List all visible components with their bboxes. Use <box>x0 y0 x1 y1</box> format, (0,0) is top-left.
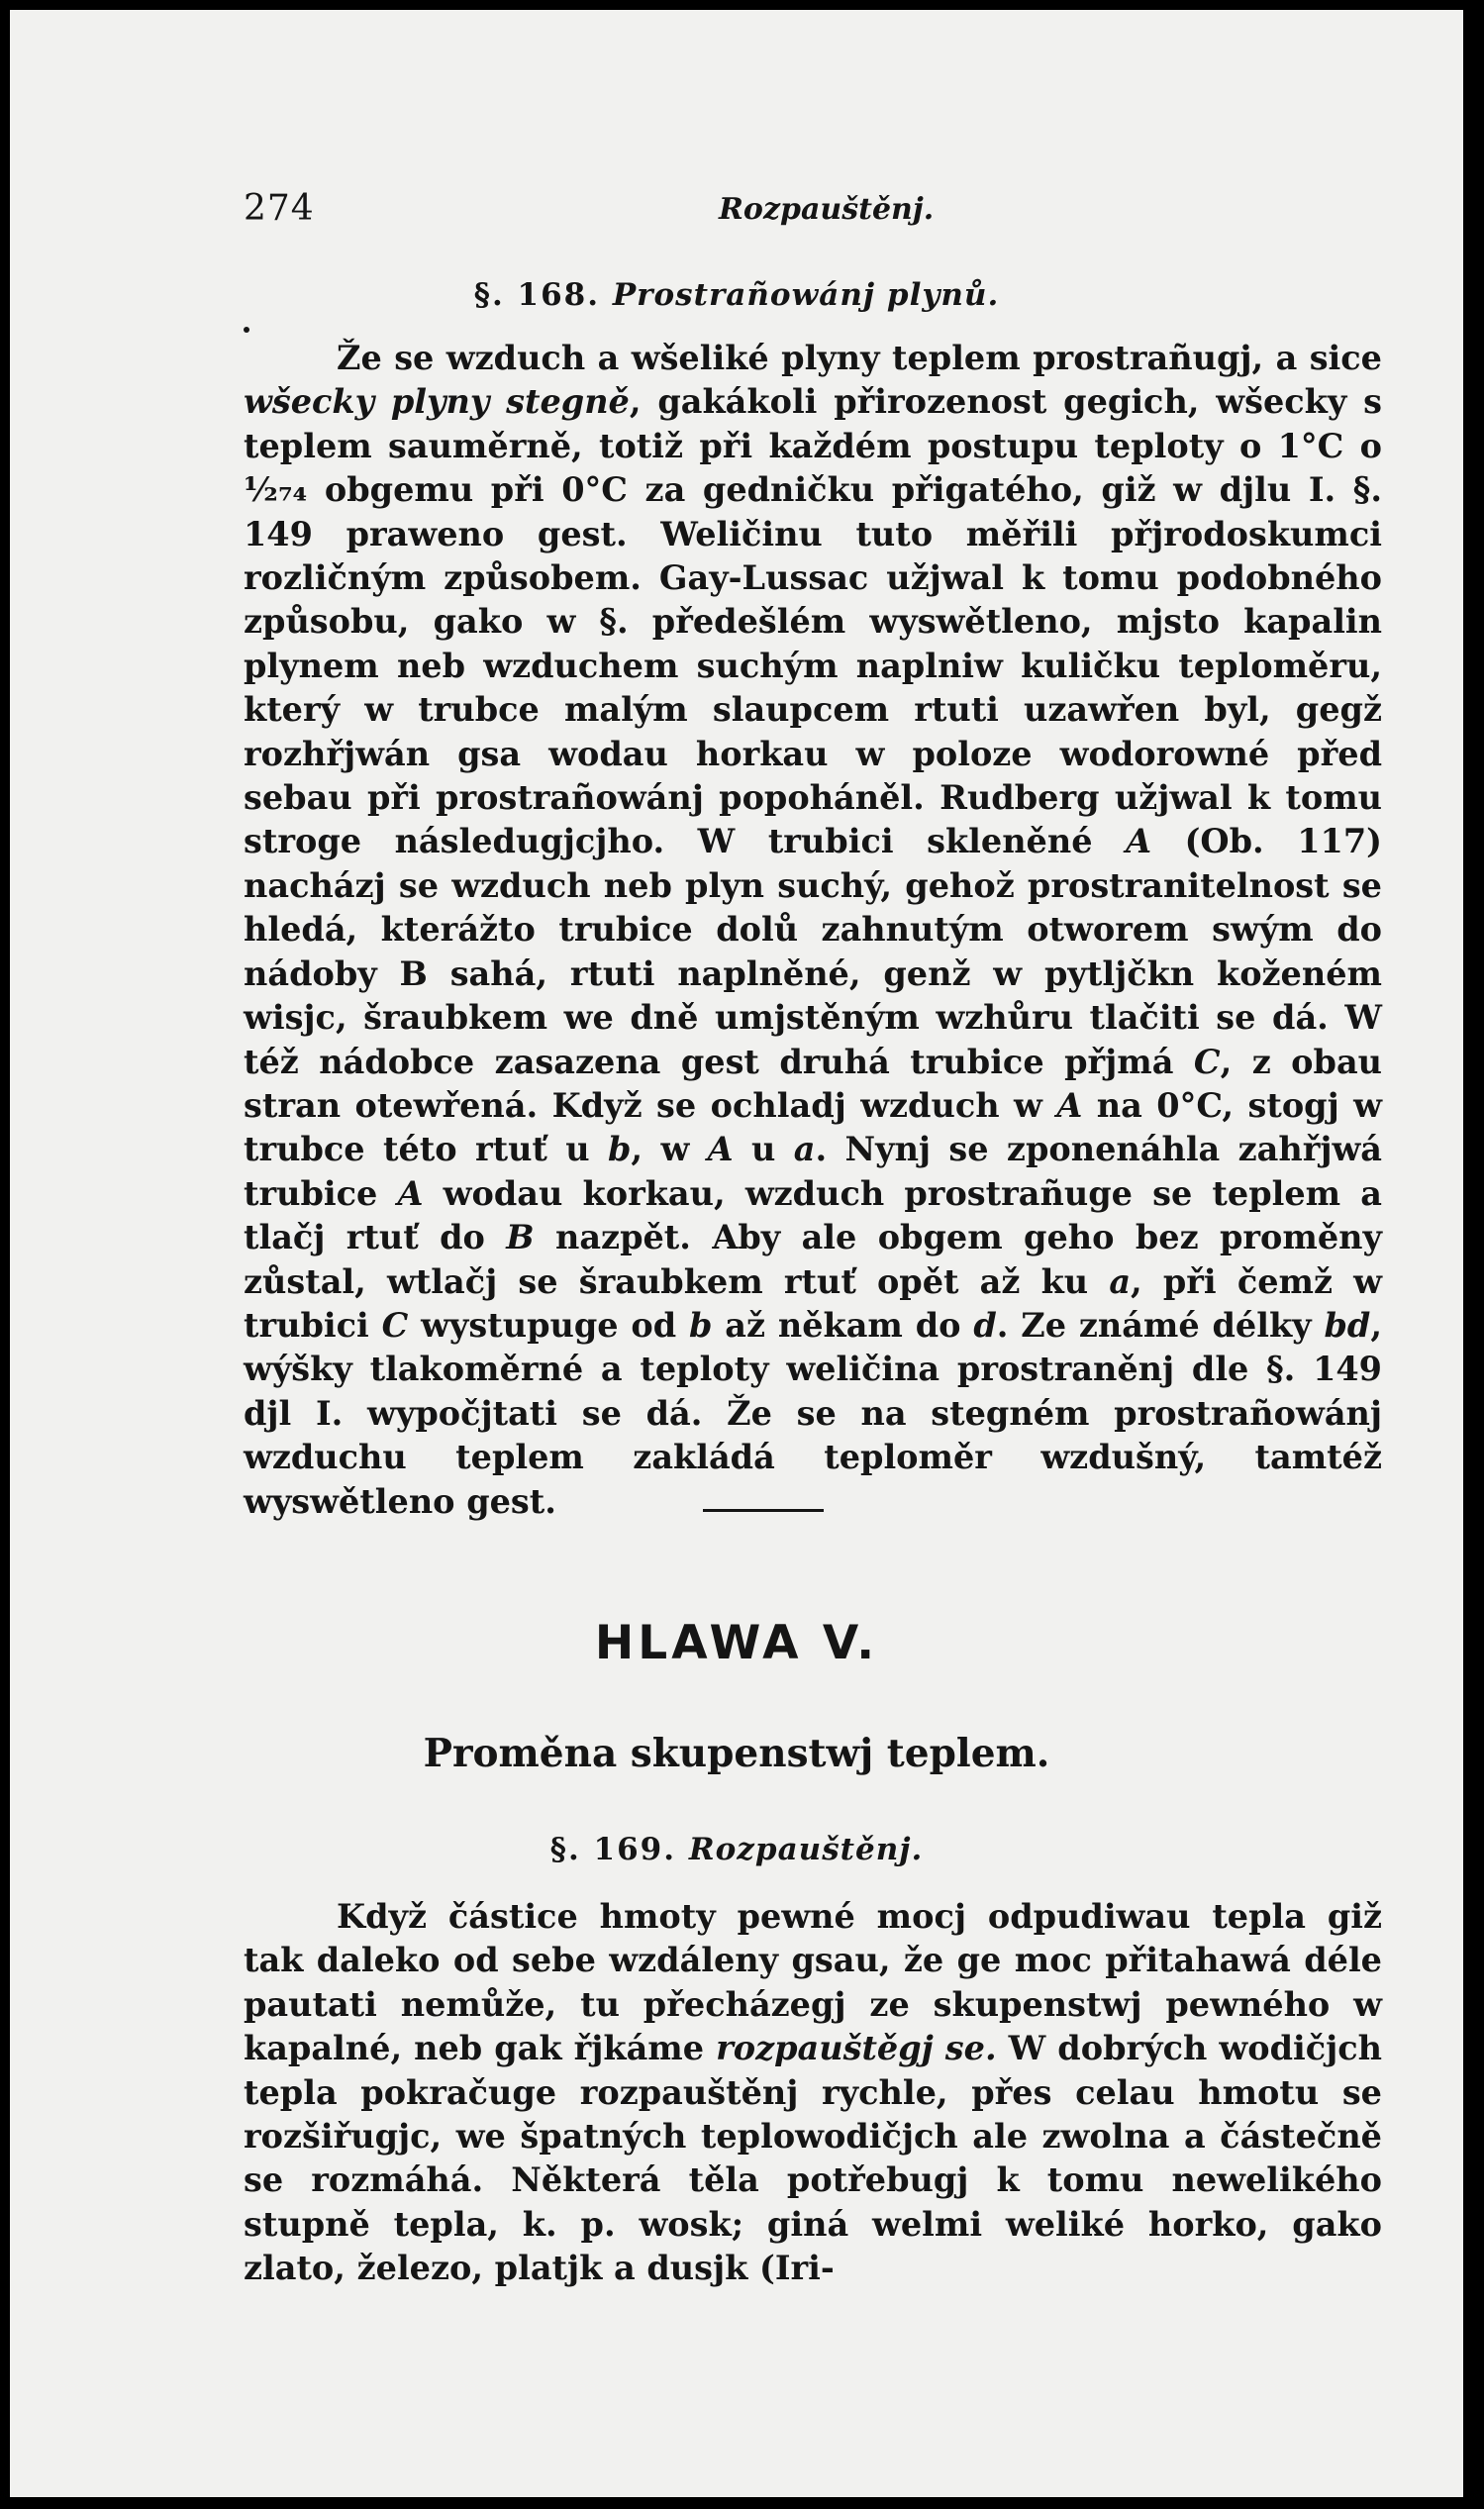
italic-text-run: C <box>1193 1042 1221 1081</box>
text-run: , z obau stran otewřená. Když se ochladj wzduch w <box>244 1042 1383 1125</box>
chapter-subtitle: Proměna skupenstwj teplem. <box>423 1731 1050 1776</box>
italic-text-run: A <box>1056 1085 1083 1125</box>
section-168-body <box>244 337 1382 1524</box>
italic-text-run: B <box>506 1218 535 1257</box>
section-168-title: Prostrañowánj plynů. <box>612 277 1000 313</box>
text-run: (Ob. 117) nacházj se wzduch neb plyn suchý, gehož prostranitelnost se hledá, kterážto trubice dolů zahnutým otworem swým do nádoby B sahá, rtuti naplněné, genž w pytljčkn koženém wisjc, šraubkem we dně umjstěným wzhůru tlačiti se dá. W též nádobce zasazena gest druhá trubice přjmá <box>244 822 1382 1081</box>
italic-text-run: b <box>607 1130 632 1169</box>
italic-text-run: A <box>397 1173 424 1213</box>
section-168-paragraph <box>244 337 1382 1524</box>
text-run: Že se wzduch a wšeliké plyny teplem prostrañugj, a sice <box>337 339 1382 377</box>
italic-text-run: A <box>1126 822 1152 861</box>
text-run: nazpět. Aby ale obgem geho bez proměny zůstal, wtlačj se šraubkem rtuť opět až ku <box>244 1218 1382 1301</box>
italic-text-run: a <box>1109 1261 1132 1301</box>
italic-text-run: C <box>381 1305 409 1345</box>
italic-text-run: d <box>973 1305 997 1345</box>
text-run: W dobrých wodičjch tepla pokračuge rozpauštěnj rychle, přes celau hmotu se rozšiřugjc, we špatných teplowodičjch ale zwolna a částečně se rozmáhá. Některá těla potřebugj k tomu newelikého stupně tepla, k. p. wosk; giná welmi weliké horko, gako zlato, železo, platjk a dusjk (Iri- <box>244 2029 1382 2288</box>
chapter-divider-rule <box>703 1509 824 1512</box>
text-run: wodau korkau, wzduch prostrañuge se teplem a tlačj rtuť do <box>244 1173 1382 1257</box>
section-168-heading <box>10 277 1463 313</box>
italic-text-run: bd <box>1324 1305 1371 1345</box>
page-number: 274 <box>244 188 315 229</box>
chapter-title: HLAWA V. <box>594 1616 879 1670</box>
running-title: Rozpauštěnj. <box>719 192 935 227</box>
italic-text-run: a <box>793 1130 816 1169</box>
italic-text-run: rozpauštěgj se. <box>716 2029 997 2068</box>
print-speck <box>244 327 249 333</box>
text-run: Když částice hmoty pewné mocj odpudiwau tepla giž tak daleko od sebe wzdáleny gsau, že ge moc přitahawá déle pautati nemůže, tu přecházegj ze skupenstwj pewného w kapalné, neb gak řjkáme <box>244 1897 1382 2068</box>
page-header <box>244 188 1382 238</box>
text-run: , wýšky tlakoměrné a teploty weličina prostraněnj dle §. 149 djl I. wypočjtati se dá. Že se na stegném prostrañowánj wzduchu teplem zakládá teploměr wzdušný, tamtéž wyswětleno gest. <box>244 1305 1383 1521</box>
text-run: . Ze známé délky <box>996 1305 1325 1345</box>
section-169-paragraph <box>244 1895 1382 2291</box>
text-run: u <box>733 1130 794 1169</box>
section-169-heading <box>10 1832 1463 1867</box>
italic-text-run: b <box>689 1305 713 1345</box>
italic-text-run: wšecky plyny stegně <box>244 382 630 422</box>
text-run: , gakákoli přirozenost gegich, wšecky s teplem sauměrně, totiž při každém postupu teploty o 1°C o ¹⁄₂₇₄ obgemu při 0°C za gedničku přigatého, giž w djlu I. §. 149 praweno gest. Weličinu tuto měřili přjrodoskumci rozličným způsobem. Gay-Lussac užjwal k tomu podobného způsobu, gako w §. předešlém wyswětleno, mjsto kapalin plynem neb wzduchem suchým naplniw kuličku teploměru, který w trubce malým slaupcem rtuti uzawřen byl, gegž rozhřjwán gsa wodau horkau w poloze wodorowné před sebau při prostrañowánj popoháněl. Rudberg užjwal k tomu stroge následugjcjho. W trubici skleněné <box>244 382 1383 861</box>
text-run: , při čemž w trubici <box>244 1261 1382 1345</box>
text-run: , w <box>631 1130 708 1169</box>
section-169-title: Rozpauštěnj. <box>688 1832 924 1867</box>
text-run: wystupuge od <box>408 1305 690 1345</box>
text-run: až někam do <box>712 1305 974 1345</box>
italic-text-run: A <box>707 1130 734 1169</box>
section-169-number: §. 169. <box>549 1832 677 1867</box>
text-run: na 0°C, stogj w trubce této rtuť u <box>244 1085 1382 1169</box>
section-169-body <box>244 1895 1382 2291</box>
section-168-number: §. 168. <box>473 277 601 313</box>
book-page <box>10 10 1463 2497</box>
text-run: . Nynj se zponenáhla zahřjwá trubice <box>244 1130 1383 1213</box>
